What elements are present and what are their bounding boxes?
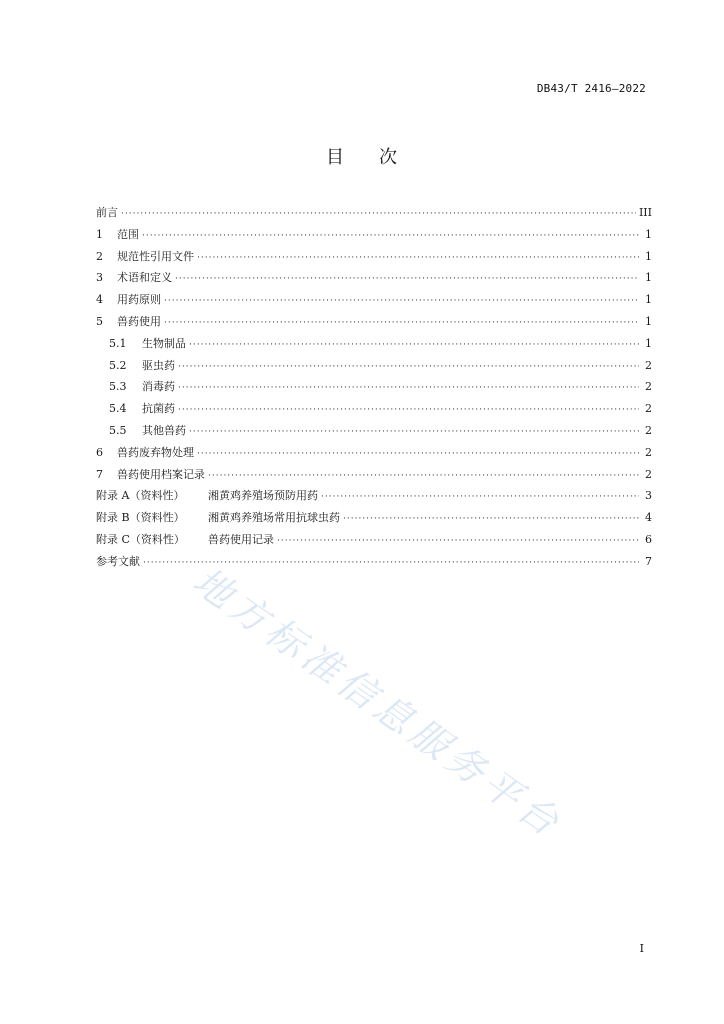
- toc-entry-number: 5.4: [109, 402, 127, 416]
- toc-entry-number: 4: [96, 293, 103, 307]
- watermark: 地方标准信息服务平台: [185, 558, 571, 848]
- toc-entry-page: 1: [645, 314, 652, 328]
- toc-entry-label: 用药原则: [117, 293, 161, 307]
- toc-entry-number: 1: [96, 227, 103, 241]
- toc-entry-label: 术语和定义: [117, 271, 172, 285]
- toc-entry-page: III: [638, 206, 652, 219]
- toc-leader-dots: [164, 313, 639, 335]
- toc-entry-page: 2: [645, 358, 652, 372]
- document-code: DB43/T 2416—2022: [536, 82, 646, 95]
- toc-title-right: 次: [379, 147, 398, 168]
- toc-leader-dots: [178, 378, 639, 400]
- toc-entry[interactable]: [96, 355, 652, 377]
- toc-leader-dots: [175, 269, 639, 291]
- toc-entry[interactable]: [96, 333, 652, 355]
- toc-entry-label: 参考文献: [96, 554, 140, 568]
- toc-entry-number: 7: [96, 467, 103, 481]
- toc-entry-number: 附录 A（资料性）: [96, 489, 185, 503]
- toc-leader-dots: [321, 487, 639, 509]
- toc-entry-number: 附录 B（资料性）: [96, 511, 185, 525]
- toc-leader-dots: [277, 531, 639, 553]
- toc-entry[interactable]: [96, 529, 652, 551]
- toc-entry-label: 前言: [96, 206, 118, 219]
- toc-entry-page: 1: [645, 271, 652, 285]
- toc-leader-dots: [121, 204, 636, 226]
- toc-entry-page: 3: [645, 489, 652, 503]
- toc-entry-label: 湘黄鸡养殖场常用抗球虫药: [208, 511, 340, 525]
- toc-entry-number: 2: [96, 249, 103, 263]
- toc-entry[interactable]: [96, 464, 652, 486]
- toc-entry[interactable]: [96, 246, 652, 268]
- toc-entry[interactable]: [96, 442, 652, 464]
- toc-entry[interactable]: [96, 202, 652, 224]
- toc-entry-label: 兽药使用档案记录: [117, 467, 205, 481]
- toc-leader-dots: [197, 444, 639, 466]
- toc-leader-dots: [343, 509, 639, 531]
- toc-entry[interactable]: [96, 398, 652, 420]
- toc-leader-dots: [178, 357, 639, 379]
- toc-entry-page: 2: [645, 467, 652, 481]
- toc-leader-dots: [178, 400, 639, 422]
- toc-title-left: 目: [326, 147, 345, 168]
- toc-entry-page: 1: [645, 336, 652, 350]
- toc-entry-label: 兽药废弃物处理: [117, 445, 194, 459]
- table-of-contents: [96, 202, 652, 573]
- toc-entry-number: 5.2: [109, 358, 127, 372]
- toc-entry[interactable]: [96, 267, 652, 289]
- toc-entry[interactable]: [96, 551, 652, 573]
- toc-entry-page: 2: [645, 380, 652, 394]
- toc-leader-dots: [142, 226, 639, 248]
- toc-entry-label: 规范性引用文件: [117, 249, 194, 263]
- toc-entry-page: 2: [645, 402, 652, 416]
- toc-entry-label: 兽药使用: [117, 314, 161, 328]
- toc-entry[interactable]: [96, 289, 652, 311]
- toc-entry-number: 3: [96, 271, 103, 285]
- toc-leader-dots: [208, 466, 639, 488]
- toc-entry[interactable]: [96, 485, 652, 507]
- toc-entry-page: 1: [645, 249, 652, 263]
- toc-entry-number: 5.3: [109, 380, 127, 394]
- toc-entry-label: 范围: [117, 227, 139, 241]
- toc-entry-number: 5: [96, 314, 103, 328]
- toc-entry-page: 2: [645, 445, 652, 459]
- toc-leader-dots: [197, 248, 639, 270]
- toc-leader-dots: [189, 422, 639, 444]
- toc-entry-page: 6: [645, 532, 652, 546]
- toc-entry-label: 抗菌药: [142, 402, 175, 416]
- toc-entry-label: 兽药使用记录: [208, 532, 274, 546]
- toc-entry[interactable]: [96, 420, 652, 442]
- toc-entry[interactable]: [96, 311, 652, 333]
- toc-leader-dots: [164, 291, 639, 313]
- toc-entry-page: 1: [645, 293, 652, 307]
- toc-entry[interactable]: [96, 376, 652, 398]
- toc-entry-page: 2: [645, 423, 652, 437]
- toc-entry-page: 4: [645, 511, 652, 525]
- toc-leader-dots: [189, 335, 639, 357]
- toc-entry[interactable]: [96, 224, 652, 246]
- page-number: I: [639, 942, 644, 955]
- toc-entry-page: 7: [645, 554, 652, 568]
- toc-entry-page: 1: [645, 227, 652, 241]
- toc-title: [0, 143, 724, 169]
- toc-entry-number: 6: [96, 445, 103, 459]
- toc-entry-label: 其他兽药: [142, 423, 186, 437]
- toc-entry-label: 消毒药: [142, 380, 175, 394]
- toc-entry-number: 5.5: [109, 423, 127, 437]
- toc-entry-number: 5.1: [109, 336, 127, 350]
- toc-entry-label: 生物制品: [142, 336, 186, 350]
- toc-entry-label: 湘黄鸡养殖场预防用药: [208, 489, 318, 503]
- toc-entry-number: 附录 C（资料性）: [96, 532, 185, 546]
- toc-entry-label: 驱虫药: [142, 358, 175, 372]
- toc-entry[interactable]: [96, 507, 652, 529]
